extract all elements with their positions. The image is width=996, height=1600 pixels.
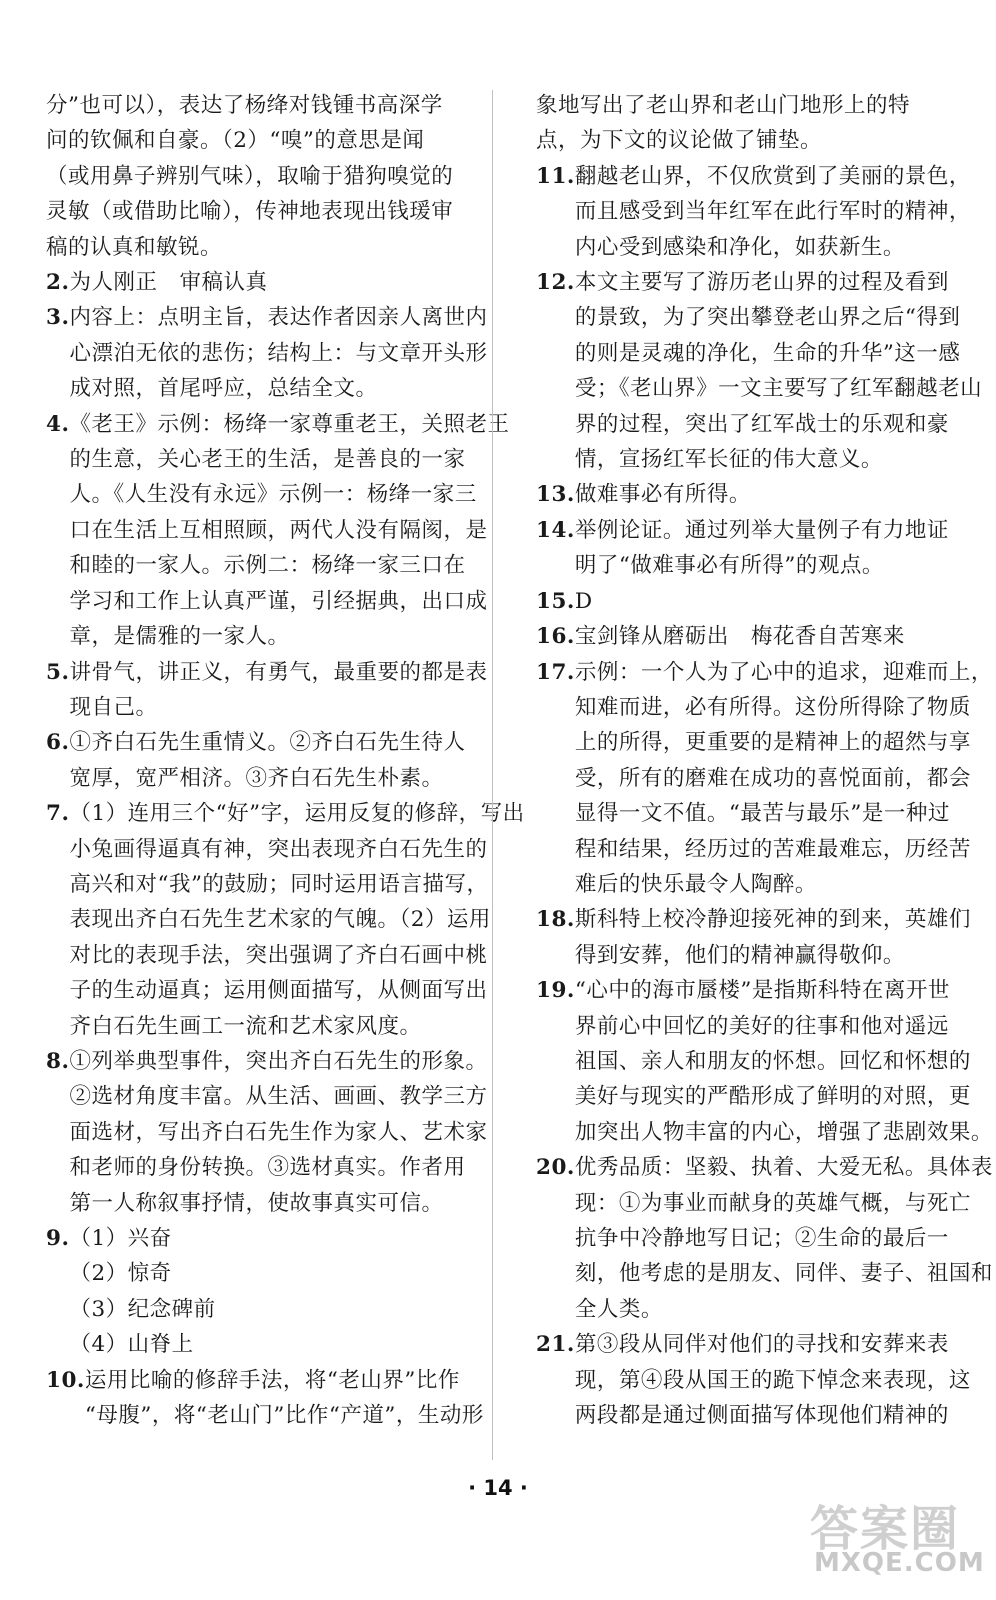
answer-number: 13. [536, 482, 575, 508]
answer-line: 对比的表现手法，突出强调了齐白石画中桃 [69, 942, 488, 968]
answer-number: 9. [46, 1226, 70, 1251]
answer-line: 全人类。 [574, 1296, 663, 1322]
answer-line: 美好与现实的严酷形成了鲜明的对照，更 [574, 1084, 971, 1110]
continuation-line: 灵敏（或借助比喻），传神地表现出钱瑗审 [46, 199, 454, 225]
answer-line: “母腹”，将“老山门”比作“产道”，生动形 [84, 1403, 484, 1429]
answer-line: 的生意，关心老王的生活，是善良的一家 [69, 447, 466, 473]
answer-line: 显得一文不值。“最苦与最乐”是一种过 [574, 801, 950, 827]
watermark-logo [802, 1490, 985, 1590]
answer-line: 齐白石先生画工一流和艺术家风度。 [69, 1013, 422, 1039]
answer-line: （4）山脊上 [69, 1332, 194, 1358]
watermark-logo-text: 答案圈 [810, 1501, 961, 1557]
answer-line: 现，第④段从国王的跪下悼念来表现，这 [574, 1367, 971, 1393]
answer-text [575, 477, 964, 512]
continuation-line: 问的钦佩和自豪。（2）“嗅”的意思是闻 [46, 128, 425, 154]
answer-text [69, 1221, 474, 1363]
answer-line: 加突出人物丰富的内心，增强了悲剧效果。 [574, 1119, 993, 1145]
answer-line: ②选材角度丰富。从生活、画画、教学三方 [69, 1084, 488, 1110]
answer-line: （2）惊奇 [69, 1261, 172, 1287]
answer-item [46, 407, 510, 655]
answer-line: ①齐白石先生重情义。②齐白石先生待人 [69, 730, 466, 756]
answer-line: 宝剑锋从磨砺出 梅花香自苦寒来 [574, 624, 905, 650]
answer-line: D [574, 588, 593, 614]
answer-line: 讲骨气，讲正义，有勇气，最重要的都是表 [69, 659, 488, 685]
answer-line: 示例：一个人为了心中的追求，迎难而上， [574, 659, 993, 685]
answer-number: 14. [536, 517, 575, 543]
answer-line: 难后的快乐最令人陶醉。 [574, 871, 817, 897]
answer-text [69, 725, 474, 796]
answer-item [46, 1044, 488, 1221]
answer-number: 20. [536, 1155, 575, 1181]
continuation-line: 点，为下文的议论做了铺垫。 [536, 128, 823, 154]
answer-line: 的则是灵魂的净化，生命的升华”这一感 [574, 340, 961, 366]
answer-number: 4. [46, 411, 70, 437]
answer-number: 21. [536, 1332, 575, 1358]
answer-line: 人。《人生没有永远》示例一：杨绛一家三 [69, 482, 477, 508]
answer-line: 口在生活上互相照顾，两代人没有隔阂，是 [69, 517, 488, 543]
answer-item [536, 1150, 993, 1327]
answer-line: 受；《老山界》一文主要写了红军翻越老山 [574, 376, 983, 402]
answer-line: 表现出齐白石先生艺术家的气魄。（2）运用 [69, 907, 491, 933]
answer-number: 15. [536, 588, 575, 614]
answer-text [85, 1363, 484, 1434]
answer-line: 斯科特上校冷静迎接死神的到来，英雄们 [574, 907, 971, 933]
answer-line: “心中的海市蜃楼”是指斯科特在离开世 [574, 978, 950, 1004]
answer-item [536, 1327, 971, 1433]
answer-item [536, 619, 964, 654]
answer-line: 和睦的一家人。示例二：杨绛一家三口在 [69, 553, 466, 579]
answer-line: 运用比喻的修辞手法，将“老山界”比作 [84, 1367, 460, 1393]
answer-item [536, 477, 964, 512]
answer-line: 现：①为事业而献身的英雄气概，与死亡 [574, 1190, 971, 1216]
answer-line: 为人刚正 审稿认真 [69, 270, 268, 296]
answer-text [575, 513, 964, 584]
answer-item [46, 655, 488, 726]
answer-line: 心漂泊无依的悲伤；结构上：与文章开头形 [69, 340, 488, 366]
answer-item [536, 902, 971, 973]
answer-text [575, 1327, 971, 1433]
answer-line: 情，宣扬红军长征的伟大意义。 [574, 447, 883, 473]
answer-line: ①列举典型事件，突出齐白石先生的形象。 [69, 1048, 488, 1074]
answer-line: 高兴和对“我”的鼓励；同时运用语言描写， [69, 871, 489, 897]
answer-line: 祖国、亲人和朋友的怀想。回忆和怀想的 [574, 1048, 971, 1074]
answer-line: 程和结果，经历过的苦难最难忘，历经苦 [574, 836, 971, 862]
answer-number: 7. [46, 801, 70, 827]
answer-text [575, 584, 964, 619]
answer-text [575, 265, 982, 477]
answer-number: 12. [536, 270, 575, 296]
answer-number: 8. [46, 1048, 70, 1074]
answer-line: 的景致，为了突出攀登老山界之后“得到 [574, 305, 961, 331]
answer-line: 做难事必有所得。 [574, 482, 751, 508]
answer-number: 6. [46, 730, 70, 756]
answer-line: 刻，他考虑的是朋友、同伴、妻子、祖国和 [574, 1261, 993, 1287]
answer-text [69, 407, 509, 655]
answer-item [46, 300, 488, 406]
answer-line: 界的过程，突出了红军战士的乐观和豪 [574, 411, 949, 437]
answer-text [575, 159, 971, 265]
answer-number: 2. [46, 270, 70, 296]
answer-item [536, 265, 983, 477]
answer-line: 小兔画得逼真有神，突出表现齐白石先生的 [69, 836, 488, 862]
answer-line: （1）兴奋 [69, 1226, 172, 1251]
answer-text [69, 300, 487, 406]
answer-line: 举例论证。通过列举大量例子有力地证 [574, 517, 949, 543]
answer-line: 上的所得，更重要的是精神上的超然与享 [574, 730, 971, 756]
continuation-line: 稿的认真和敏锐。 [46, 234, 223, 260]
column-divider [492, 90, 493, 1460]
answer-line: 而且感受到当年红军在此行军时的精神， [574, 199, 971, 225]
answer-line: 章，是儒雅的一家人。 [69, 624, 290, 650]
watermark-site: MXQE.COM [814, 1548, 985, 1578]
answer-text [575, 655, 993, 903]
answer-line: 优秀品质：坚毅、执着、大爱无私。具体表 [574, 1155, 993, 1181]
continuation-line: 分”也可以），表达了杨绛对钱锺书高深学 [46, 93, 443, 118]
answer-text [69, 265, 474, 300]
answer-line: （1）连用三个“好”字，运用反复的修辞，写出 [69, 801, 525, 827]
answer-number: 3. [46, 305, 70, 331]
answer-item [46, 1221, 474, 1363]
answer-text [575, 902, 971, 973]
answer-line: 明了“做难事必有所得”的观点。 [574, 553, 884, 579]
answer-line: 子的生动逼真；运用侧面描写，从侧面写出 [69, 978, 488, 1004]
answer-line: 抗争中冷静地写日记；②生命的最后一 [574, 1226, 949, 1251]
answer-line: 受，所有的磨难在成功的喜悦面前，都会 [574, 765, 971, 791]
answer-item [46, 725, 474, 796]
answer-item [46, 796, 525, 1044]
answer-text [575, 1150, 993, 1327]
answer-text [575, 619, 964, 654]
answer-line: 知难而进，必有所得。这份所得除了物质 [574, 694, 971, 720]
answer-number: 16. [536, 624, 575, 650]
answer-number: 19. [536, 978, 575, 1004]
answer-number: 10. [46, 1367, 85, 1393]
answer-line: 两段都是通过侧面描写体现他们精神的 [574, 1403, 949, 1429]
answer-item [536, 159, 971, 265]
answer-text [69, 796, 524, 1044]
answer-text [575, 973, 993, 1150]
answer-line: 和老师的身份转换。③选材真实。作者用 [69, 1155, 466, 1181]
answer-line: 界前心中回忆的美好的往事和他对遥远 [574, 1013, 949, 1039]
answer-text [69, 655, 487, 726]
answer-line: 得到安葬，他们的精神赢得敬仰。 [574, 942, 905, 968]
answer-line: 第③段从同伴对他们的寻找和安葬来表 [574, 1332, 949, 1358]
continuation-line: 象地写出了老山界和老山门地形上的特 [536, 93, 911, 118]
right-column [536, 88, 993, 1433]
answer-line: 学习和工作上认真严谨，引经据典，出口成 [69, 588, 488, 614]
answer-line: 翻越老山界，不仅欣赏到了美丽的景色， [574, 163, 971, 189]
answer-line: 现自己。 [69, 694, 158, 720]
answer-text [69, 1044, 487, 1221]
answer-item [536, 655, 993, 903]
answer-item [536, 513, 964, 584]
answer-line: （3）纪念碑前 [69, 1296, 216, 1322]
answer-line: 内容上：点明主旨，表达作者因亲人离世内 [69, 305, 488, 331]
answer-line: 面选材，写出齐白石先生作为家人、艺术家 [69, 1119, 488, 1145]
answer-line: 宽厚，宽严相济。③齐白石先生朴素。 [69, 765, 444, 791]
answer-item [46, 1363, 484, 1434]
answer-item [536, 973, 993, 1150]
answer-number: 5. [46, 659, 70, 685]
answer-number: 11. [536, 163, 575, 189]
left-column [46, 88, 525, 1433]
answer-line: 第一人称叙事抒情，使故事真实可信。 [69, 1190, 444, 1216]
answer-item [46, 265, 474, 300]
page-number: · 14 · [468, 1476, 528, 1500]
answer-number: 17. [536, 659, 575, 685]
answer-number: 18. [536, 907, 575, 933]
continuation-line: （或用鼻子辨别气味），取喻于猎狗嗅觉的 [46, 163, 454, 189]
answer-item [536, 584, 964, 619]
answer-line: 成对照，首尾呼应，总结全文。 [69, 376, 378, 402]
answer-line: 本文主要写了游历老山界的过程及看到 [574, 270, 949, 296]
answer-line: 《老王》示例：杨绛一家尊重老王，关照老王 [69, 411, 510, 437]
answer-line: 内心受到感染和净化，如获新生。 [574, 234, 905, 260]
